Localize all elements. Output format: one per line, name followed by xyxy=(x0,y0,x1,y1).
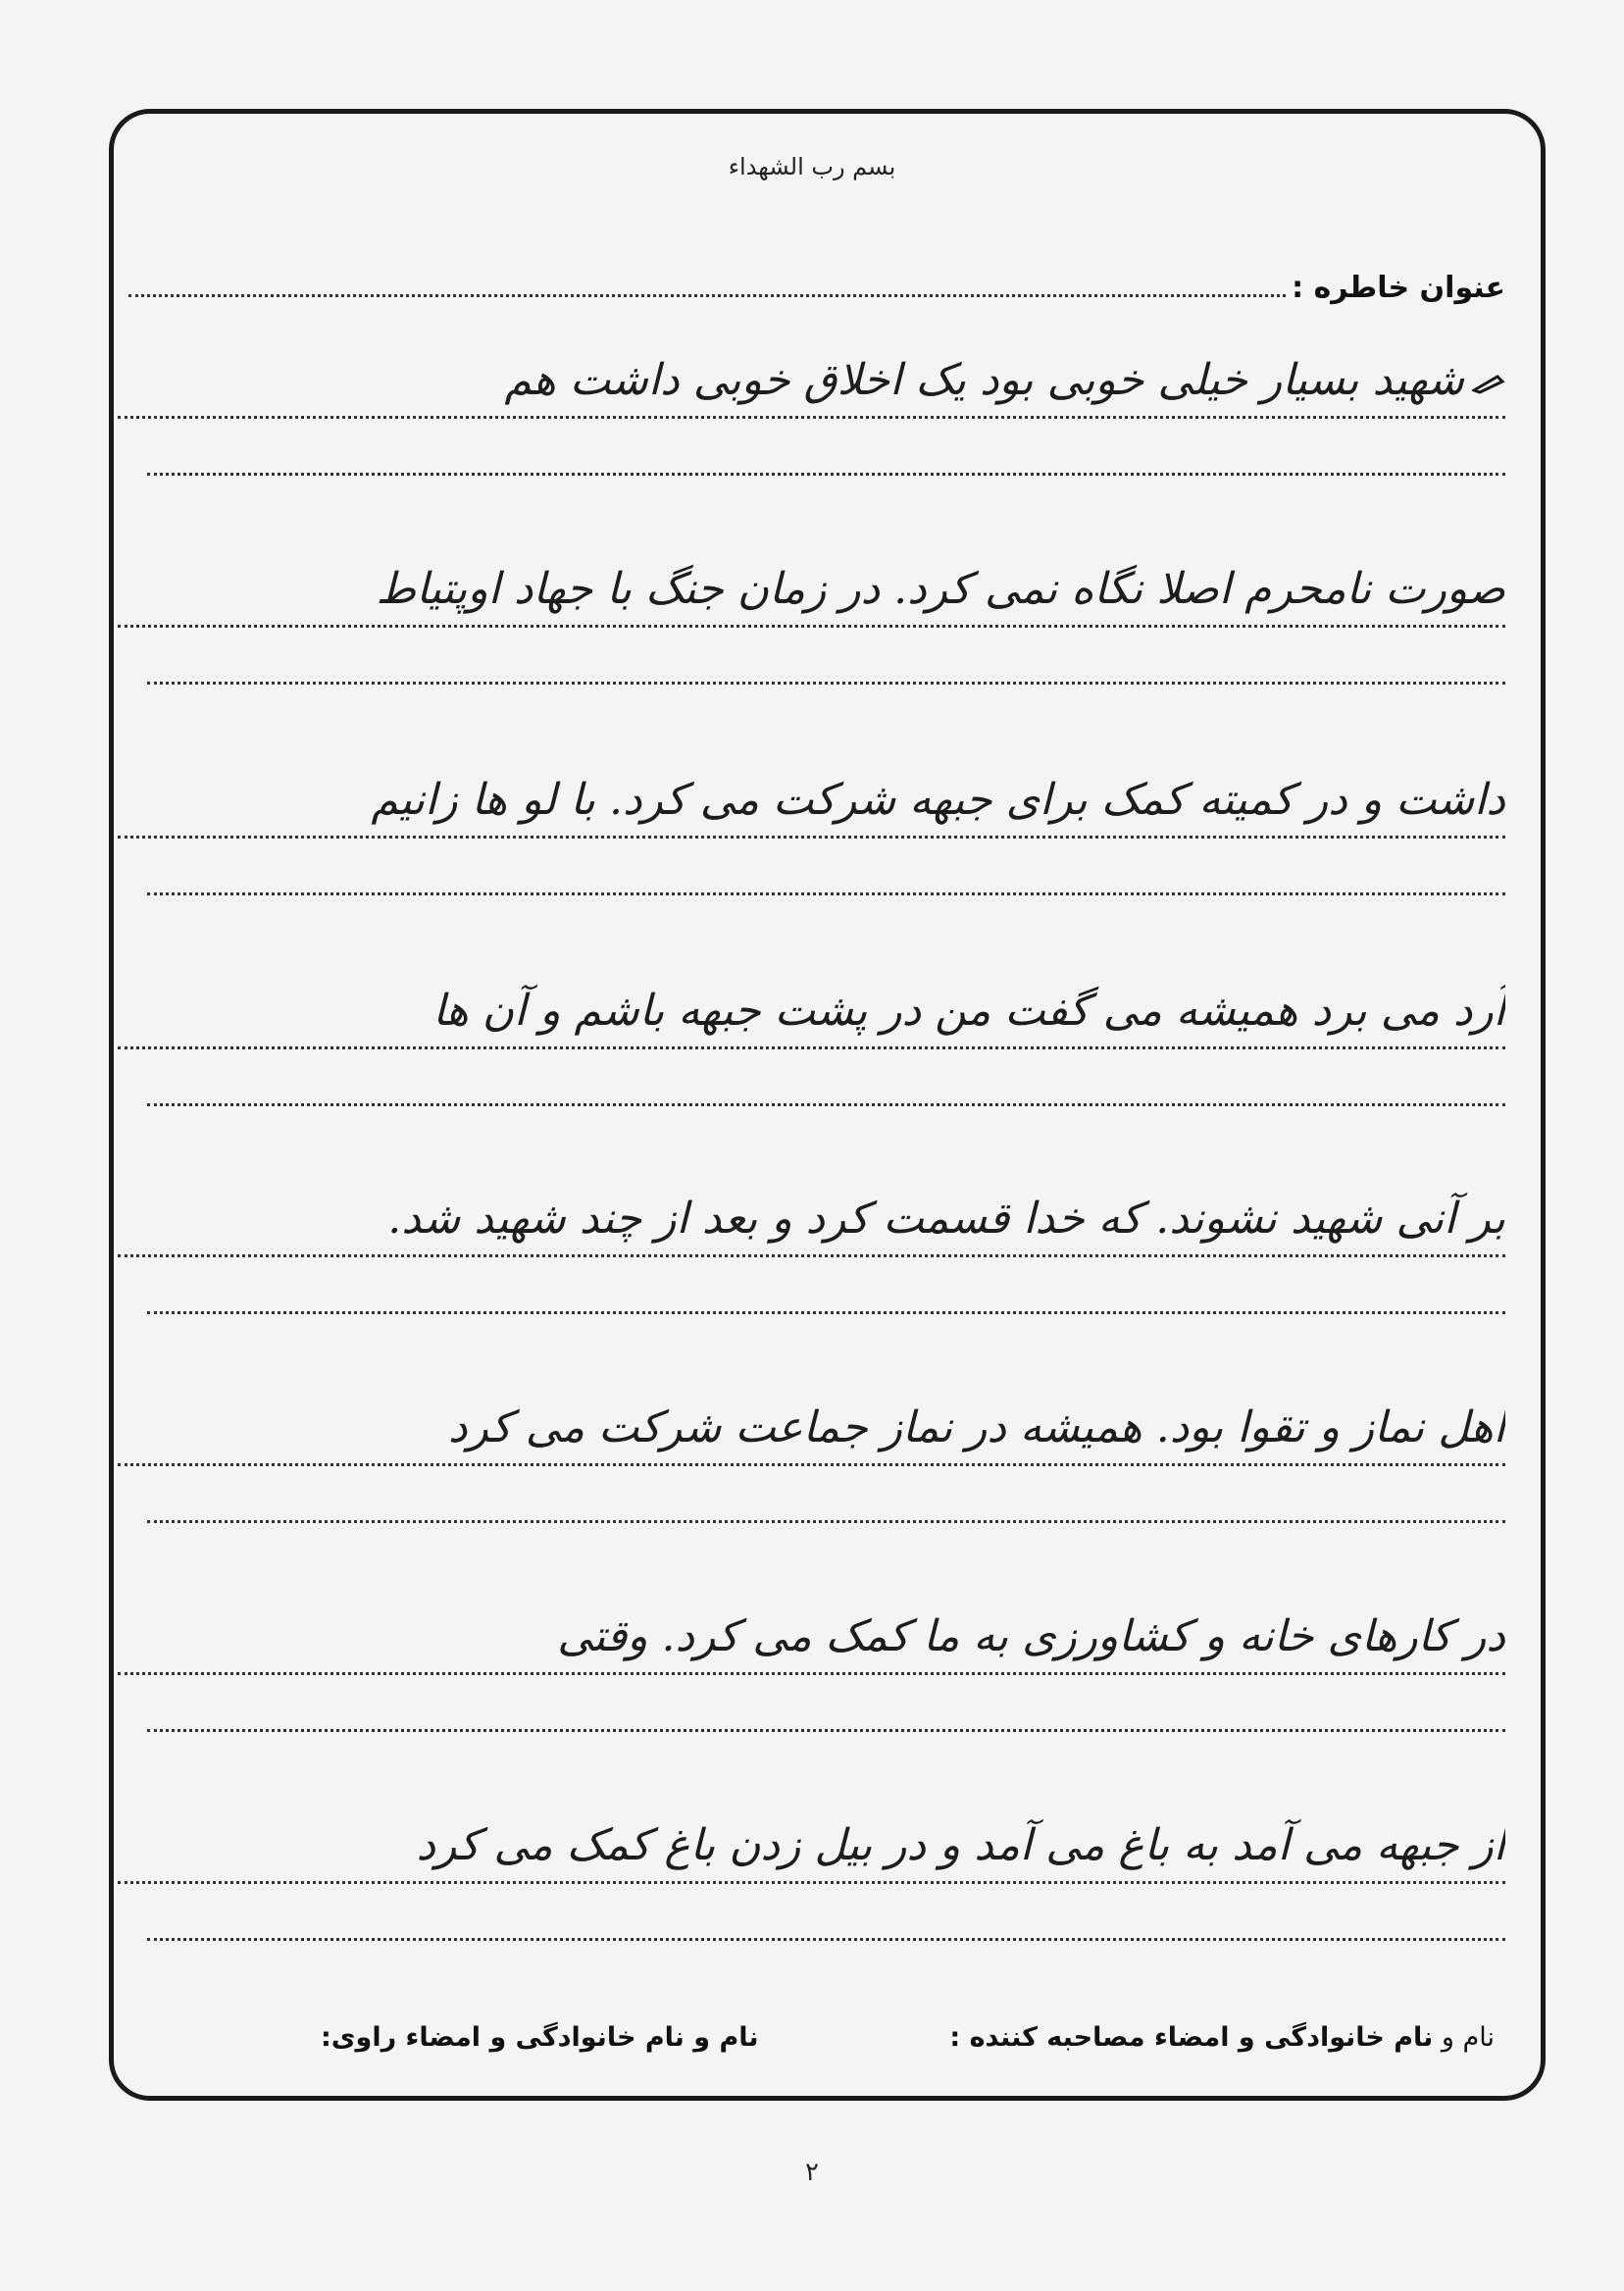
blank-dotted-line xyxy=(147,1938,1505,1941)
memory-line-5 xyxy=(147,1184,1505,1331)
blank-dotted-line xyxy=(147,1103,1505,1106)
title-label: عنوان خاطره : xyxy=(1292,271,1505,305)
memory-line-7 xyxy=(147,1602,1505,1749)
handwritten-line: در کارهای خانه و کشاورزی به ما کمک می کرد. وقتی xyxy=(118,1602,1505,1675)
handwritten-line: بر آنی شهید نشوند. که خدا قسمت کرد و بعد از چند شهید شد. xyxy=(118,1184,1505,1257)
title-dotted-line xyxy=(128,277,1286,297)
handwritten-text-1 xyxy=(118,345,1505,419)
memory-line-4 xyxy=(147,976,1505,1123)
handwritten-line: داشت و در کمیته کمک برای جبهه شرکت می کرد. با لو ها زانیم xyxy=(118,765,1505,839)
interviewer-prefix: نام و xyxy=(1433,2022,1495,2053)
blank-dotted-line xyxy=(147,892,1505,895)
interviewer-label: نام خانوادگی و امضاء مصاحبه کننده : xyxy=(949,2022,1434,2053)
memory-line-8 xyxy=(147,1810,1505,1958)
blank-dotted-line xyxy=(147,473,1505,476)
page-number: ۲ xyxy=(805,2158,819,2187)
blank-dotted-line xyxy=(147,1311,1505,1314)
memory-line-3 xyxy=(147,765,1505,912)
pencil-icon xyxy=(1472,373,1505,394)
narrator-signature-label: نام و نام خانوادگی و امضاء راوی: xyxy=(321,2022,759,2053)
title-row xyxy=(128,271,1505,305)
blank-dotted-line xyxy=(147,682,1505,685)
memory-line-2 xyxy=(147,554,1505,701)
handwritten-line: اهل نماز و تقوا بود. همیشه در نماز جماعت شرکت می کرد xyxy=(118,1393,1505,1466)
handwritten-line: از جبهه می آمد به باغ می آمد و در بیل زدن باغ کمک می کرد xyxy=(118,1810,1505,1884)
blank-dotted-line xyxy=(147,1520,1505,1523)
handwritten-line: صورت نامحرم اصلا نگاه نمی کرد. در زمان جنگ با جهاد اوپتیاط xyxy=(118,554,1505,628)
handwritten-line: آرد می برد همیشه می گفت من در پشت جبهه باشم و آن ها xyxy=(118,976,1505,1049)
interviewer-signature-label xyxy=(949,2022,1495,2053)
handwritten-line: شهید بسیار خیلی خوبی بود یک اخلاق خوبی داشت هم xyxy=(504,355,1464,405)
blank-dotted-line xyxy=(147,1729,1505,1732)
memory-line-6 xyxy=(147,1393,1505,1540)
memory-line-1 xyxy=(147,345,1505,492)
page-header: بسم رب الشهداء xyxy=(728,153,896,180)
